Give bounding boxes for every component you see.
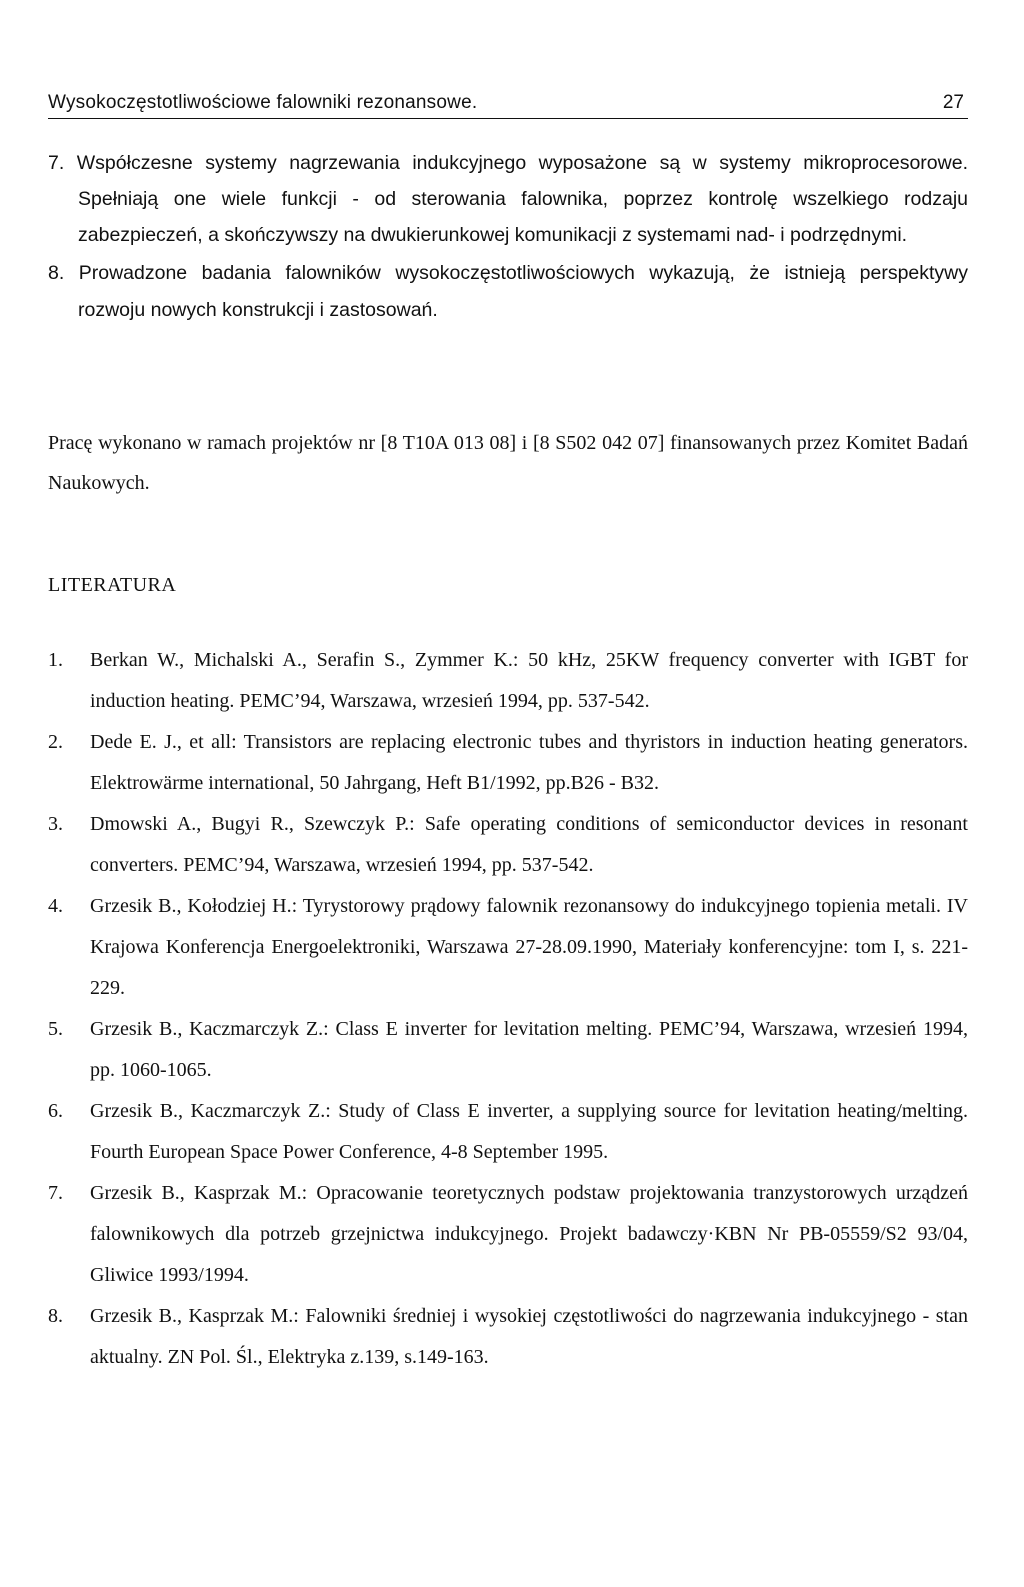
reference-number: 3. [48, 813, 63, 835]
reference-text: Grzesik B., Kaczmarczyk Z.: Study of Class E inverter, a supplying source for levitation heating/melting. Fourth European Space Power Conference, 4-8 September 1995. [90, 1100, 968, 1163]
conclusion-number: 7. [48, 152, 65, 174]
reference-item [48, 1009, 968, 1091]
reference-item [48, 640, 968, 722]
reference-text: Grzesik B., Kasprzak M.: Opracowanie teoretycznych podstaw projektowania tranzystorowych urządzeń falownikowych dla potrzeb grzejnictwa indukcyjnego. Projekt badawczy·KBN Nr PB-05559/S2 93/04, Gliwice 1993/1994. [90, 1182, 968, 1286]
reference-item [48, 886, 968, 1009]
reference-text: Grzesik B., Kaczmarczyk Z.: Class E inverter for levitation melting. PEMC’94, Warszawa, wrzesień 1994, pp. 1060-1065. [90, 1018, 968, 1081]
reference-number: 1. [48, 649, 63, 671]
conclusion-item [48, 145, 968, 253]
reference-text: Dede E. J., et all: Transistors are replacing electronic tubes and thyristors in induction heating generators. Elektrowärme international, 50 Jahrgang, Heft B1/1992, pp.B26 - B32. [90, 731, 968, 794]
reference-number: 2. [48, 731, 63, 753]
reference-item [48, 1091, 968, 1173]
running-header [48, 92, 968, 119]
conclusion-number: 8. [48, 262, 65, 284]
reference-item [48, 804, 968, 886]
reference-text: Grzesik B., Kołodziej H.: Tyrystorowy prądowy falownik rezonansowy do indukcyjnego topienia metali. IV Krajowa Konferencja Energoelektroniki, Warszawa 27-28.09.1990, Materiały konferencyjne: tom I, s. 221-229. [90, 895, 968, 999]
reference-number: 8. [48, 1305, 63, 1327]
page-number: 27 [942, 92, 964, 113]
conclusions-list [48, 145, 968, 329]
reference-number: 5. [48, 1018, 63, 1040]
reference-item [48, 1173, 968, 1296]
running-header-title: Wysokoczęstotliwościowe falowniki rezonansowe. [48, 92, 478, 113]
conclusion-text: Współczesne systemy nagrzewania indukcyjnego wyposażone są w systemy mikroprocesorowe. Spełniają one wiele funkcji - od sterowania falownika, poprzez kontrolę wszelkiego rodzaju zabezpieczeń, a skończywszy na dwukierunkowej komunikacji z systemami nad- i podrzędnymi. [76, 152, 968, 246]
references-heading: LITERATURA [48, 574, 177, 596]
reference-text: Grzesik B., Kasprzak M.: Falowniki średniej i wysokiej częstotliwości do nagrzewania indukcyjnego - stan aktualny. ZN Pol. Śl., Elektryka z.139, s.149-163. [90, 1305, 968, 1368]
conclusion-text: Prowadzone badania falowników wysokoczęstotliwościowych wykazują, że istnieją perspektywy rozwoju nowych konstrukcji i zastosowań. [78, 262, 969, 321]
reference-item [48, 722, 968, 804]
reference-item [48, 1296, 968, 1378]
conclusion-item [48, 253, 968, 329]
reference-number: 7. [48, 1182, 63, 1204]
references-list [48, 640, 968, 1378]
reference-text: Dmowski A., Bugyi R., Szewczyk P.: Safe operating conditions of semiconductor devices in resonant converters. PEMC’94, Warszawa, wrzesień 1994, pp. 537-542. [90, 813, 968, 876]
reference-number: 4. [48, 895, 63, 917]
reference-number: 6. [48, 1100, 63, 1122]
acknowledgement: Pracę wykonano w ramach projektów nr [8 T10A 013 08] i [8 S502 042 07] finansowanych przez Komitet Badań Naukowych. [48, 432, 968, 494]
reference-text: Berkan W., Michalski A., Serafin S., Zymmer K.: 50 kHz, 25KW frequency converter with IGBT for induction heating. PEMC’94, Warszawa, wrzesień 1994, pp. 537-542. [90, 649, 968, 712]
